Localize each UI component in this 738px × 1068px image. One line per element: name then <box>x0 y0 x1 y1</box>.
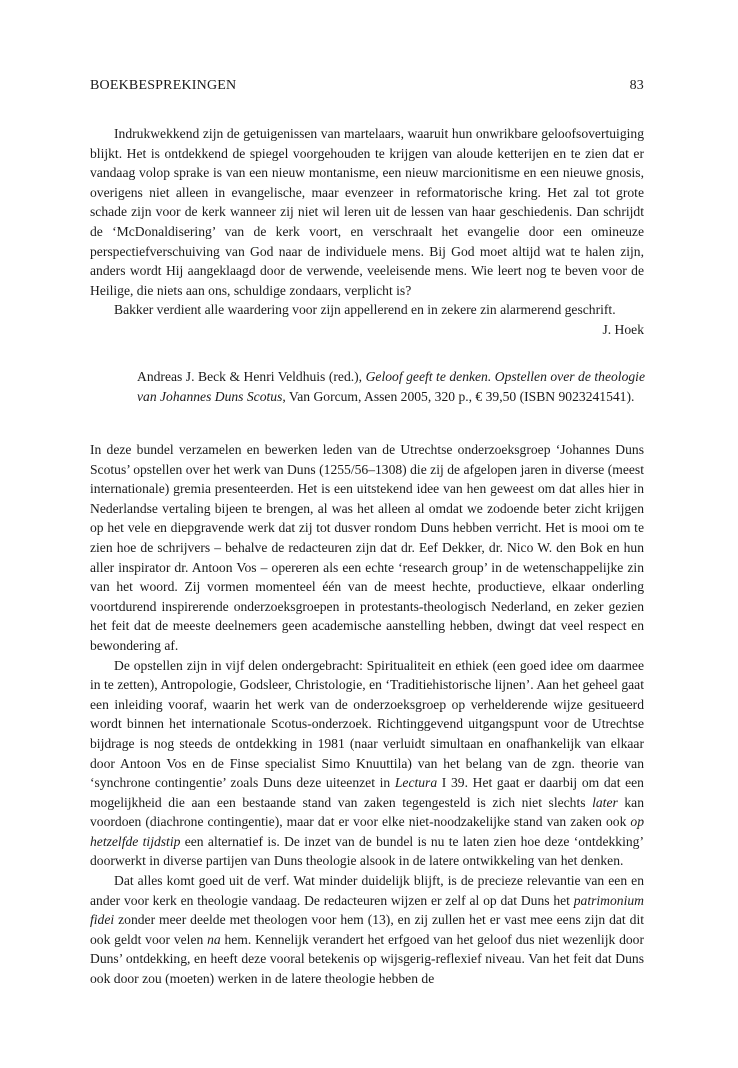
text-run: Dat alles komt goed uit de verf. Wat minder duidelijk blijft, is de precieze relevantie van een en ander voor kerk en theologie vandaag. De redacteuren wijzen er zelf al op dat Duns het <box>90 873 644 908</box>
review-2-paragraph-1: In deze bundel verzamelen en bewerken leden van de Utrechtse onderzoeksgroep ‘Johannes Duns Scotus’ opstellen over het werk van Duns (1255/56–1308) die zij de afgelopen jaren in diverse (meest internationale) gremia presenteerden. Het is een uitstekend idee van hen geweest om dat alles hier in Nederlandse vertaling bijeen te brengen, al was het alleen al omdat we zodoende beter zicht krijgen op het vele en diepgravende werk dat zij tot dusver rondom Duns hebben verricht. Het is mooi om te zien hoe de schrijvers – behalve de redacteuren zijn dat dr. Eef Dekker, dr. Nico W. den Bok en hun aller inspirator dr. Antoon Vos – opereren als een echte ‘research group’ in de wetenschappelijke zin van het woord. Zij vormen momenteel één van de meest hechte, productieve, elkaar onderling voortdurend inspirerende onderzoeksgroepen in protestants-theologisch Nederland, en zeker gezien het feit dat de meeste deelnemers geen academische aanstelling hebben, dwingt dat veel respect en bewondering af. <box>90 442 644 653</box>
italic-patrimonium: patrimonium fidei <box>90 892 644 928</box>
text-run: I 39. Het gaat er daarbij om dat een mogelijkheid die aan een bestaande stand van zaken tegengesteld is zich niet slechts <box>90 775 644 810</box>
review-1 <box>90 124 644 340</box>
citation-title: Geloof geeft te denken. Opstellen over de theologie van Johannes Duns Scotus <box>137 369 645 404</box>
reviewer-signature: J. Hoek <box>602 321 644 337</box>
text-run: een alternatief is. De inzet van de bundel is nu te laten zien hoe deze ‘ontdekking’ doorwerkt in diverse partijen van Duns theologie alsook in de latere ontwikkeling van het denken. <box>90 833 644 869</box>
italic-later: later <box>592 794 618 810</box>
italic-na: na <box>207 931 221 947</box>
book-citation <box>137 367 645 406</box>
running-head-title: BOEKBESPREKINGEN <box>90 78 237 93</box>
text-run: kan voordoen (diachrone contingentie), maar dat er voor elke niet-noodzakelijke stand van zaken ook <box>90 794 644 830</box>
review-1-closing: Bakker verdient alle waardering voor zijn appellerend en in zekere zin alarmerend geschrift. <box>114 302 616 318</box>
citation-details: , Van Gorcum, Assen 2005, 320 p., € 39,50 (ISBN 9023241541). <box>282 388 635 404</box>
citation-authors: Andreas J. Beck & Henri Veldhuis (red.), <box>137 369 366 384</box>
review-2-paragraph-2 <box>90 656 644 872</box>
italic-lectura: Lectura <box>394 775 438 791</box>
italic-tijdstip: op hetzelfde tijdstip <box>90 814 644 849</box>
page-number: 83 <box>629 78 644 93</box>
review-1-paragraph: Indrukwekkend zijn de getuigenissen van martelaars, waaruit hun onwrikbare geloofsovertuiging blijkt. Het is ontdekkend de spiegel voorgehouden te krijgen van aloude ketterijen en te zien dat er vandaag volop sprake is van een nieuw montanisme, een nieuw marcionitisme en een nieuwe gnosis, overigens niet alleen in evangelische, maar evenzeer in reformatorische kring. Het zal tot grote schade zijn voor de kerk wanneer zij niet wil leren uit de lessen van haar geschiedenis. Dan schrijdt de ‘McDonaldisering’ van de kerk voort, en verschraalt het evangelie door een omineuze perspectiefverschuiving van God naar de individuele mens. Bij God moet altijd wat te halen zijn, anders wordt Hij aangeklaagd door de verwende, veeleisende mens. Wie leert nog te beven voor de Heilige, die niets aan ons, schuldige zondaars, verplicht is? <box>90 126 644 298</box>
review-2-paragraph-3 <box>90 871 644 989</box>
text-run: De opstellen zijn in vijf delen ondergebracht: Spiritualiteit en ethiek (een goed idee om daarmee in te zetten), Antropologie, Godsleer, Christologie, en ‘Traditiehistorische lijnen’. Aan het geheel gaat een inleiding vooraf, waarin het werk van de onderzoeksgroep op verhelderende wijze gesitueerd wordt binnen het internationale Scotus-onderzoek. Richtinggevend uitgangspunt voor de Utrechtse bijdrage is nog steeds de ontdekking in 1981 (naar verluidt simultaan en onafhankelijk van elkaar door Antoon Vos en de Finse specialist Simo Knuuttila) van het belang van de zgn. theorie van ‘synchrone contingentie’ zoals Duns deze uiteenzet in <box>90 657 644 791</box>
review-2 <box>90 440 644 989</box>
text-run: zonder meer deelde met theologen voor hem (13), en zij zullen het er vast mee eens zijn dat dit ook geldt voor velen <box>90 912 644 947</box>
text-run: hem. Kennelijk verandert het erfgoed van het geloof dus niet wezenlijk door Duns’ ontdekking, en heeft deze vooral betekenis op wijsgerig-reflexief niveau. Van het feit dat Duns ook door zou (moeten) werken in de latere theologie hebben de <box>90 931 644 987</box>
